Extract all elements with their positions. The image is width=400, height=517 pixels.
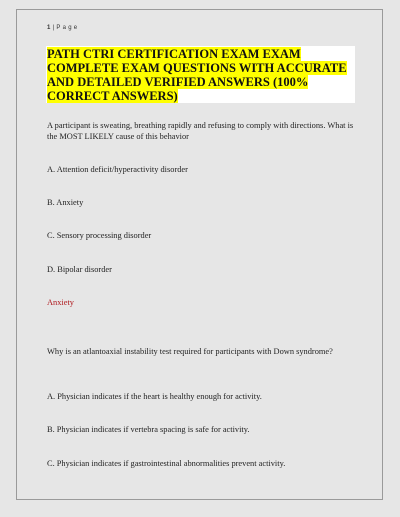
- question-1-option-b: B. Anxiety: [47, 198, 84, 207]
- question-1-option-a: A. Attention deficit/hyperactivity disorder: [47, 165, 188, 174]
- page-number: 1: [47, 25, 51, 31]
- question-1-option-d: D. Bipolar disorder: [47, 265, 112, 274]
- question-2-option-a: A. Physician indicates if the heart is healthy enough for activity.: [47, 392, 262, 401]
- question-2-text: Why is an atlantoaxial instability test required for participants with Down syndrome?: [47, 347, 333, 356]
- page-header: [47, 25, 77, 31]
- question-1-option-c: C. Sensory processing disorder: [47, 231, 152, 240]
- question-2-option-c: C. Physician indicates if gastrointestinal abnormalities prevent activity.: [47, 459, 286, 468]
- document-title: [47, 47, 347, 103]
- question-1-answer: Anxiety: [47, 298, 74, 307]
- title-highlight: PATH CTRI CERTIFICATION EXAM EXAM COMPLETE EXAM QUESTIONS WITH ACCURATE AND DETAILED VERIFIED ANSWERS (100% CORRECT ANSWERS): [47, 47, 347, 103]
- question-2-option-b: B. Physician indicates if vertebra spacing is safe for activity.: [47, 425, 250, 434]
- question-1-text: A participant is sweating, breathing rapidly and refusing to comply with directions. What is the MOST LIKELY cause of this behavior: [47, 121, 354, 141]
- document-page: [16, 9, 383, 500]
- page-label: | P a g e: [52, 25, 78, 31]
